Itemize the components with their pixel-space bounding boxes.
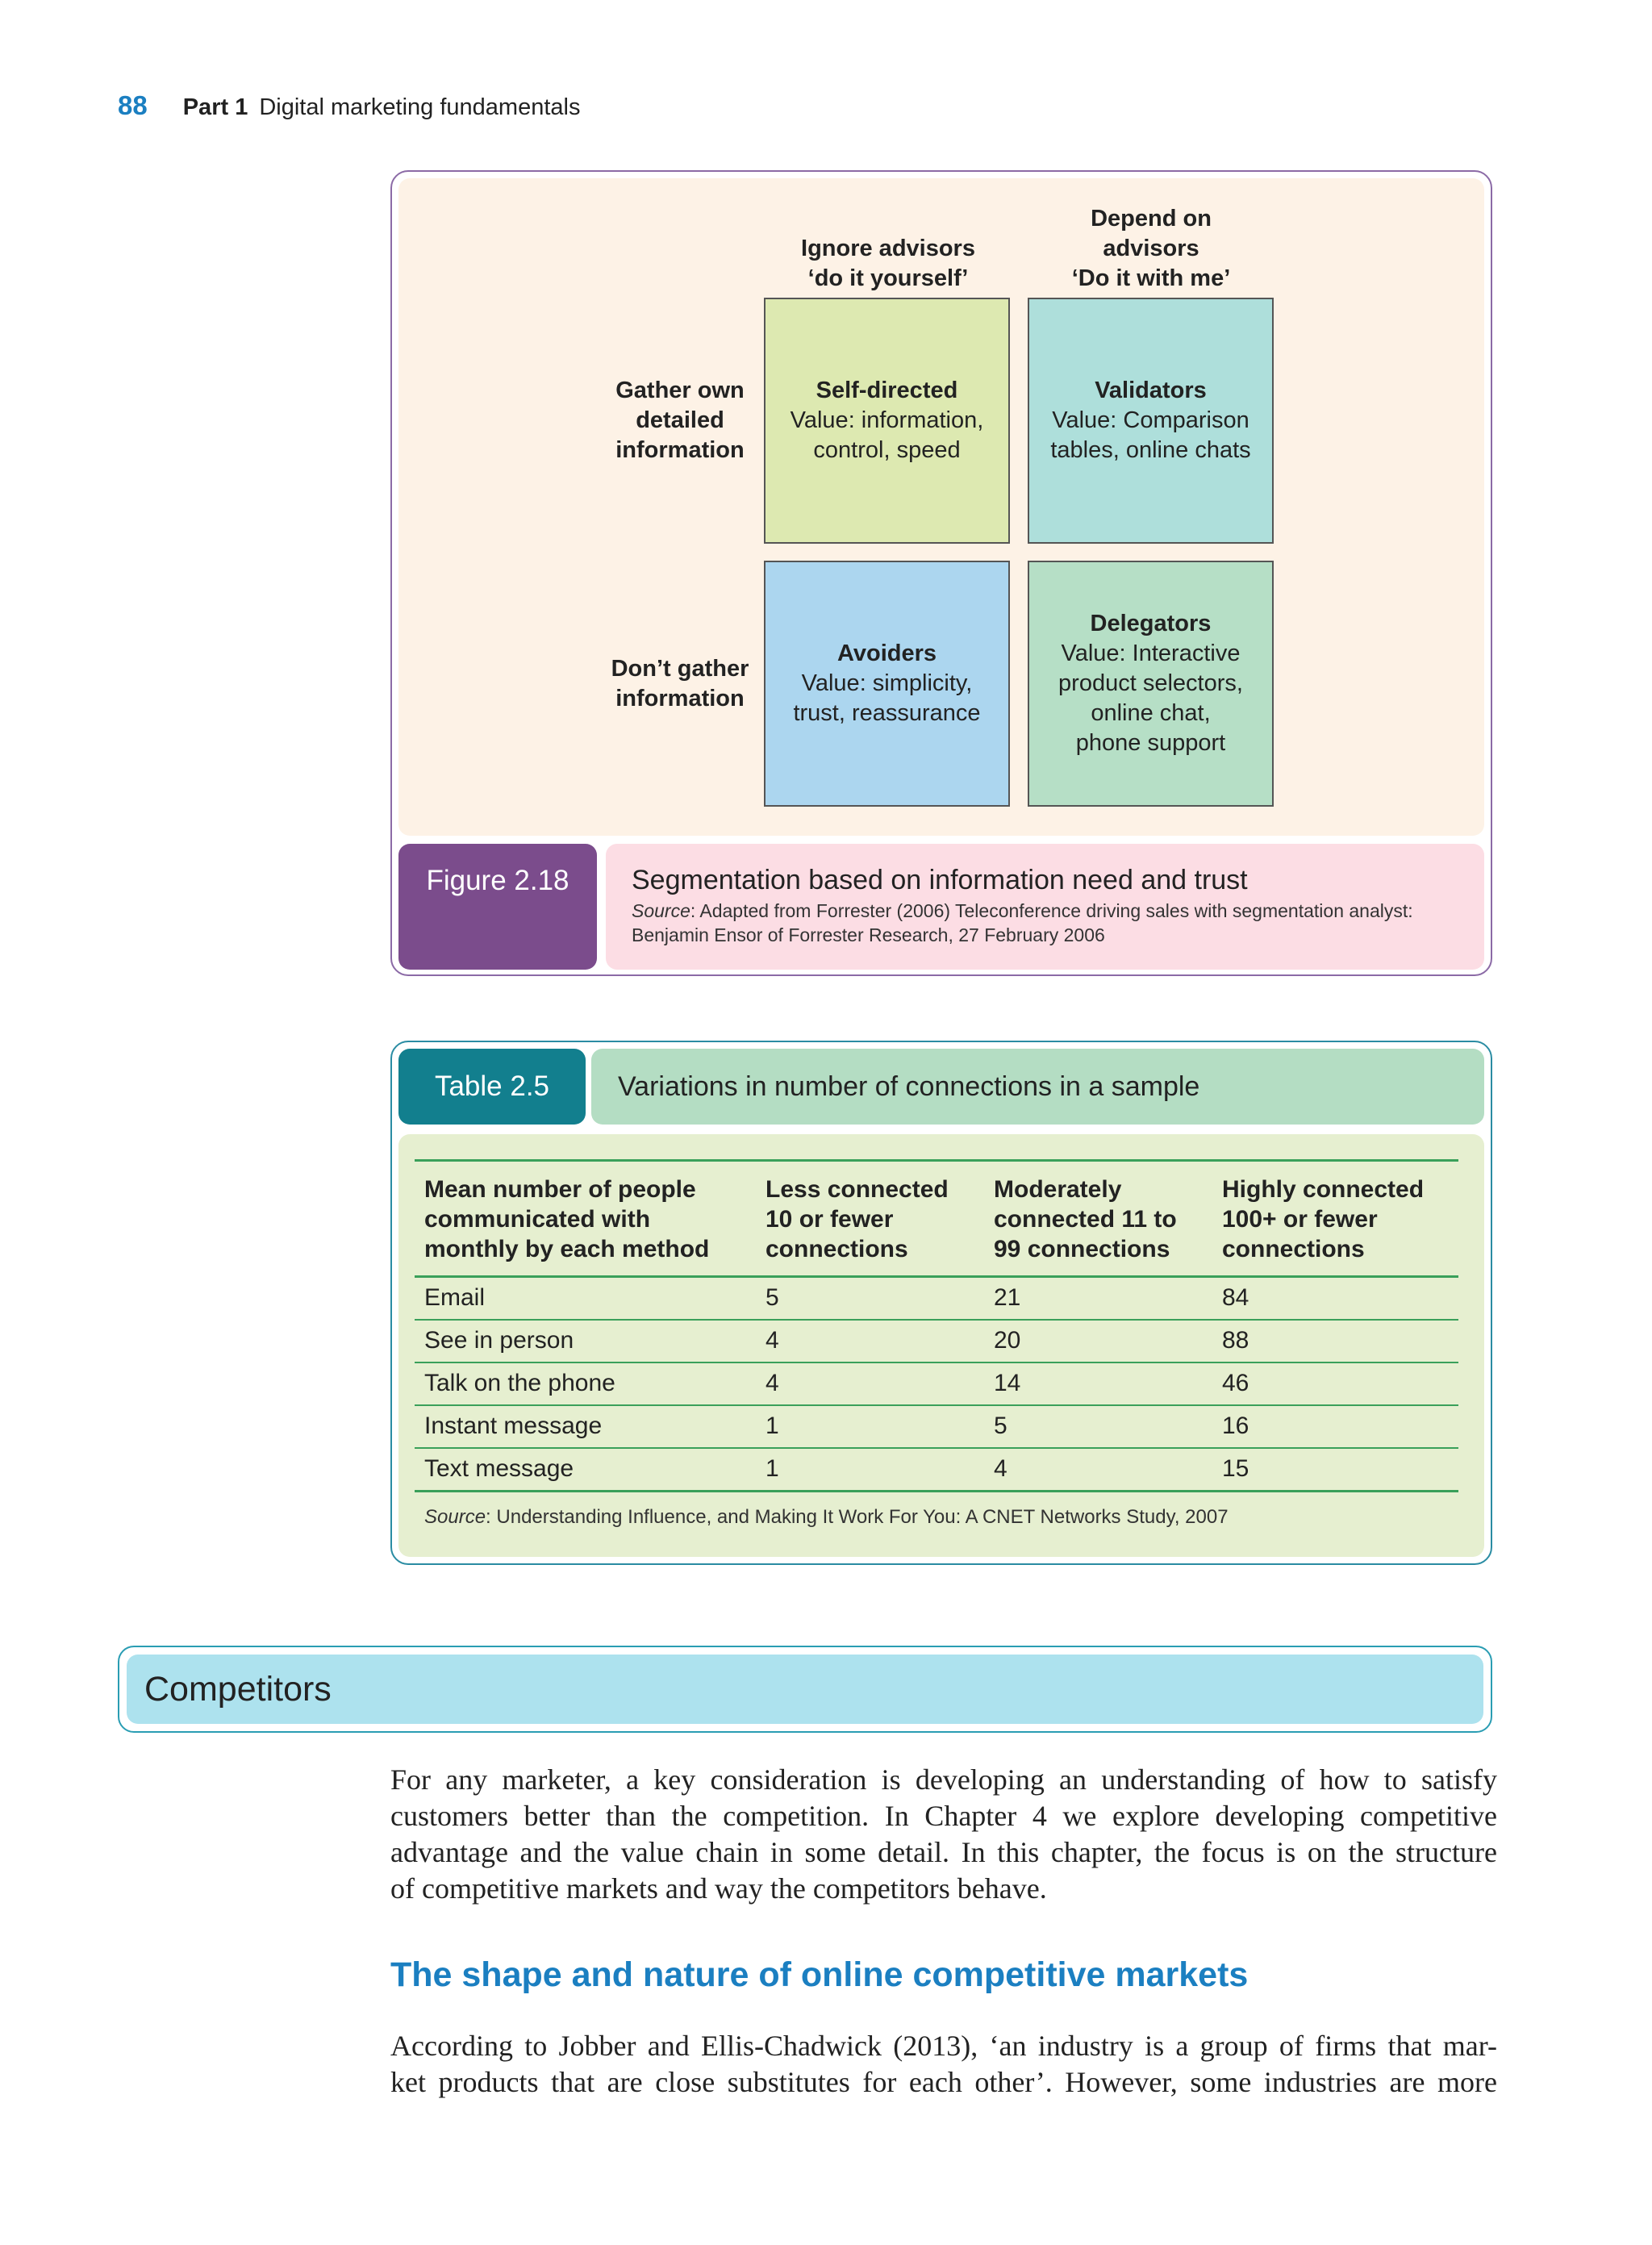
quadrant-line: Value: Interactive xyxy=(1061,641,1241,666)
table-row xyxy=(415,1277,1458,1321)
quadrant-title: Self-directed xyxy=(816,378,958,403)
row-heading-line: Gather own xyxy=(615,378,745,403)
table-title: Variations in number of connections in a sample xyxy=(591,1049,1484,1125)
table-cell: 4 xyxy=(756,1362,984,1405)
table-cell: 5 xyxy=(984,1405,1212,1448)
quadrant-self-directed xyxy=(764,298,1010,544)
table-cell: 20 xyxy=(984,1320,1212,1362)
paragraph-line: According to Jobber and Ellis-Chadwick (2013), ‘an industry is a group of firms that mar- xyxy=(390,2030,1497,2062)
table-cell: 1 xyxy=(756,1448,984,1492)
table-cell: 4 xyxy=(756,1320,984,1362)
table-cell: See in person xyxy=(415,1320,756,1362)
row-heading-gather-information xyxy=(587,298,773,544)
figure-caption xyxy=(606,844,1484,970)
table-cell: 14 xyxy=(984,1362,1212,1405)
quadrant-line: Value: information, xyxy=(790,407,984,433)
quadrant-line: tables, online chats xyxy=(1050,437,1251,463)
subheading: The shape and nature of online competitive markets xyxy=(390,1955,1249,1994)
column-header-less-connected: Less connected 10 or fewer connections xyxy=(766,1176,949,1262)
table-cell: Email xyxy=(415,1277,756,1321)
quadrant-delegators xyxy=(1028,561,1274,807)
table-cell: Text message xyxy=(415,1448,756,1492)
page-number: 88 xyxy=(118,90,148,120)
row-heading-dont-gather-information xyxy=(587,561,773,807)
section-heading: Competitors xyxy=(127,1655,1483,1724)
row-heading-line: information xyxy=(615,437,745,463)
column-heading-line: Depend on xyxy=(1091,206,1212,232)
connections-table xyxy=(415,1159,1458,1492)
column-heading-line: Ignore advisors xyxy=(801,236,975,261)
quadrant-title: Avoiders xyxy=(836,641,937,666)
table-cell: 88 xyxy=(1212,1320,1458,1362)
column-header-method: Mean number of people communicated with monthly by each method xyxy=(424,1176,710,1262)
figure-label: Figure 2.18 xyxy=(398,844,597,970)
quadrant-line: online chat, xyxy=(1091,700,1211,726)
quadrant-title: Delegators xyxy=(1090,611,1212,636)
running-header xyxy=(118,90,580,131)
table-row xyxy=(415,1320,1458,1362)
paragraph-line: ket products that are close substitutes for each other’. However, some industries are more xyxy=(390,2066,1497,2098)
table-cell: Instant message xyxy=(415,1405,756,1448)
quadrant-line: Value: simplicity, xyxy=(801,670,973,696)
paragraph-line: For any marketer, a key consideration is developing an understanding of how to satisfy xyxy=(390,1763,1497,1796)
column-heading-depend-on-advisors xyxy=(1014,182,1288,294)
quadrant-line: phone support xyxy=(1075,730,1226,756)
table-row xyxy=(415,1362,1458,1405)
quadrant-line: Value: Comparison xyxy=(1052,407,1249,433)
table-cell: 1 xyxy=(756,1405,984,1448)
table-cell: 84 xyxy=(1212,1277,1458,1321)
table-cell: 16 xyxy=(1212,1405,1458,1448)
part-label: Part 1 xyxy=(182,94,248,120)
paragraph-competitors xyxy=(390,1762,1497,1907)
table-row xyxy=(415,1405,1458,1448)
column-heading-line: advisors xyxy=(1103,236,1199,261)
table-source xyxy=(424,1505,1229,1529)
figure-source-line: Benjamin Ensor of Forrester Research, 27 February 2006 xyxy=(632,924,1105,945)
paragraph-line: advantage and the value chain in some detail. In this chapter, the focus is on the structure xyxy=(390,1836,1497,1868)
column-heading-ignore-advisors xyxy=(751,182,1025,294)
table-label: Table 2.5 xyxy=(398,1049,586,1125)
column-header-highly-connected: Highly connected 100+ or fewer connections xyxy=(1222,1176,1425,1262)
quadrant-title: Validators xyxy=(1095,378,1207,403)
table-source-label: Source xyxy=(424,1506,486,1528)
table-source-text: : Understanding Influence, and Making It Work For You: A CNET Networks Study, 2007 xyxy=(486,1506,1229,1528)
quadrant-line: product selectors, xyxy=(1058,670,1243,696)
row-heading-line: information xyxy=(615,685,745,711)
figure-source-label: Source xyxy=(632,900,690,921)
quadrant-validators xyxy=(1028,298,1274,544)
table-cell: 15 xyxy=(1212,1448,1458,1492)
table-cell: 5 xyxy=(756,1277,984,1321)
column-heading-line: ‘Do it with me’ xyxy=(1071,265,1231,291)
quadrant-line: control, speed xyxy=(813,437,961,463)
table-cell: 4 xyxy=(984,1448,1212,1492)
paragraph-online-markets xyxy=(390,2028,1497,2101)
table-cell: 46 xyxy=(1212,1362,1458,1405)
figure-source xyxy=(632,899,1484,947)
quadrant-line: trust, reassurance xyxy=(793,700,981,726)
figure-source-line: : Adapted from Forrester (2006) Teleconference driving sales with segmentation analyst: xyxy=(690,900,1413,921)
table-row xyxy=(415,1448,1458,1492)
paragraph-line: of competitive markets and way the competitors behave. xyxy=(390,1872,1047,1905)
row-heading-line: Don’t gather xyxy=(611,655,749,682)
table-cell: Talk on the phone xyxy=(415,1362,756,1405)
column-header-moderately-connected: Moderately connected 11 to 99 connections xyxy=(994,1176,1177,1262)
figure-title: Segmentation based on information need and trust xyxy=(632,865,1248,895)
column-heading-line: ‘do it yourself’ xyxy=(807,265,969,291)
row-heading-line: detailed xyxy=(636,407,724,433)
paragraph-line: customers better than the competition. In Chapter 4 we explore developing competitive xyxy=(390,1800,1497,1832)
table-cell: 21 xyxy=(984,1277,1212,1321)
part-title: Digital marketing fundamentals xyxy=(259,94,581,120)
table-header-row xyxy=(415,1161,1458,1277)
quadrant-avoiders xyxy=(764,561,1010,807)
